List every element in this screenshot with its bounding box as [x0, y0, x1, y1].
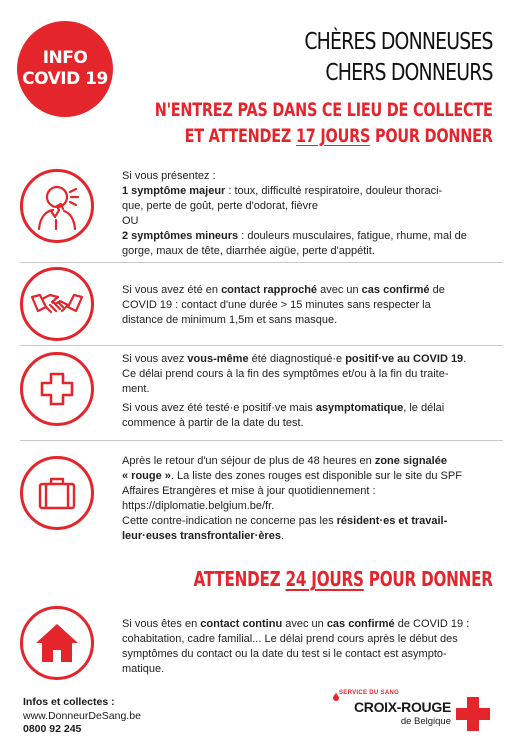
contact-text: Si vous avez été en contact rapproché avec un cas confirmé de COVID 19 : contact d'une durée > 15 minutes sans respecter la distance de minimum 1,5m et sans masque. — [122, 284, 445, 326]
warning-days: 17 JOURS — [296, 125, 371, 147]
footer-info — [23, 696, 141, 737]
travel-text: Après le retour d'un séjour de plus de 48 heures en zone signalée « rouge ». La liste des zones rouges est disponible sur le site du SPF Affaires Etrangères et mise à jour quotidiennement : https://diplomatie.belgium.be/fr. Cette contre-indication ne concerne pas les résident·es et travail- leur·euses transfrontalier·ères. — [122, 455, 462, 542]
continuous-contact-text: Si vous êtes en contact continu avec un cas confirmé de COVID 19 : cohabitation, cadre familial... Le délai prend cours après le début des symptômes du contact ou la date du test si le contact est asympto- matique. — [122, 618, 470, 675]
wait24-days: 24 JOURS — [285, 567, 364, 591]
divider — [20, 262, 503, 263]
wait24-heading: ATTENDEZ 24 JOURS POUR DONNER — [193, 567, 493, 591]
divider — [20, 440, 503, 441]
warning-line1: N'ENTREZ PAS DANS CE LIEU DE COLLECTE — [155, 99, 493, 121]
red-cross-icon — [456, 697, 490, 736]
house-icon — [20, 606, 94, 680]
blood-drop-icon — [333, 688, 339, 706]
badge-line2: COVID 19 — [22, 69, 108, 89]
logo-country: de Belgique — [400, 716, 451, 727]
symptoms-text: Si vous présentez : 1 symptôme majeur : toux, difficulté respiratoire, douleur thoraci- que, perte de goût, perte d'odorat, fièvre OU 2 symptômes mineurs : douleurs musculaires, fatigue, rhume, mal de gorge, maux de tête, diarrhée aigüe, perte d'appétit. — [122, 170, 467, 257]
suitcase-icon — [20, 456, 94, 530]
logo-service: SERVICE DU SANG — [339, 690, 400, 696]
croix-rouge-logo — [333, 690, 451, 727]
handshake-icon — [20, 267, 94, 341]
footer-phone[interactable]: 0800 92 245 — [23, 723, 82, 735]
title-line2: CHERS DONNEURS — [325, 60, 493, 86]
warning-heading — [155, 97, 493, 149]
info-covid-badge — [17, 21, 113, 117]
person-coughing-icon — [20, 169, 94, 243]
footer-label: Infos et collectes : — [23, 696, 115, 708]
page-title — [305, 27, 493, 89]
footer-url[interactable]: www.DonneurDeSang.be — [23, 709, 141, 722]
divider — [20, 345, 503, 346]
title-line1: CHÈRES DONNEUSES — [304, 29, 493, 55]
diagnosed-text: Si vous avez vous-même été diagnostiqué·e positif·ve au COVID 19. Ce délai prend cours à la fin des symptômes et/ou à la fin du traite- ment. Si vous avez été testé·e positif·ve mais asymptomatique, le délai commence à partir de la date du test. — [122, 353, 467, 429]
badge-line1: INFO — [42, 48, 88, 68]
logo-brand: CROIX-ROUGE — [353, 699, 451, 715]
medical-cross-icon — [20, 352, 94, 426]
warning-line2: ET ATTENDEZ 17 JOURS POUR DONNER — [184, 125, 493, 147]
